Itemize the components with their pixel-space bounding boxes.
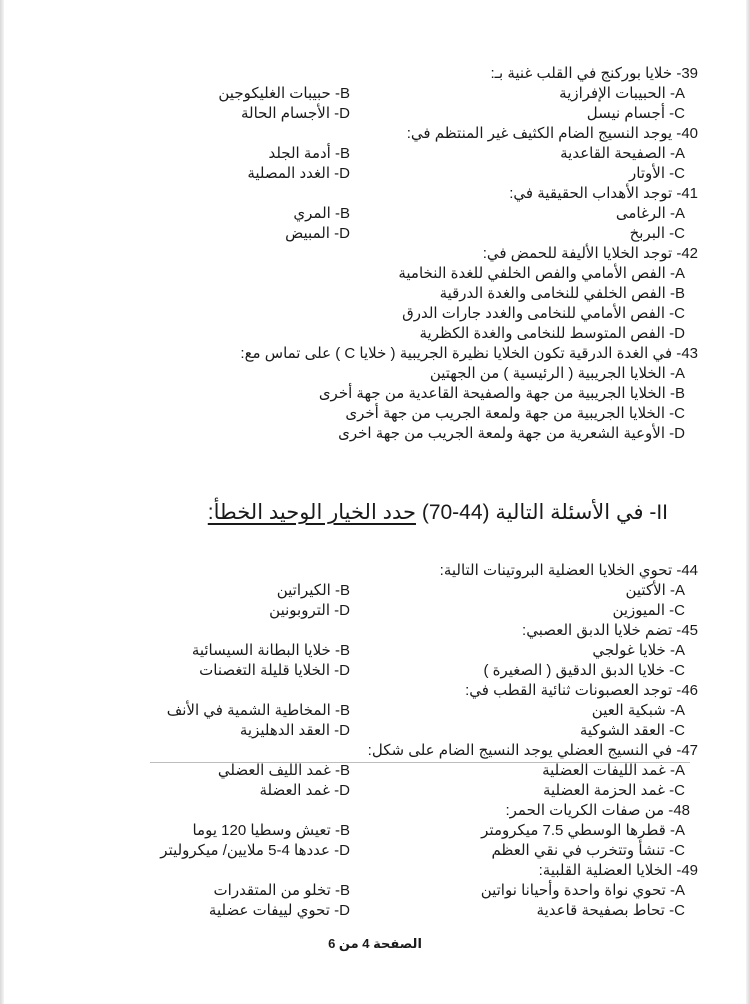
question-48-stem: 48- من صفات الكريات الحمر: xyxy=(505,802,690,819)
question-49-option-c: C- تحاط بصفيحة قاعدية xyxy=(536,902,685,919)
question-42-option-d: D- الفص المتوسط للنخامى والغدة الكظرية xyxy=(419,325,685,342)
question-41-option-a: A- الرغامى xyxy=(615,205,685,222)
question-42-option-a: A- الفص الأمامي والفص الخلفي للغدة النخامية xyxy=(398,265,685,282)
question-46-option-d: D- العقد الدهليزية xyxy=(239,722,350,739)
question-47-option-a: A- غمد الليفات العضلية xyxy=(542,762,685,779)
question-44-stem: 44- تحوي الخلايا العضلية البروتينات التالية: xyxy=(439,562,698,579)
question-39-option-d: D- الأجسام الحالة xyxy=(240,105,350,122)
question-45-option-c: C- خلايا الدبق الدقيق ( الصغيرة ) xyxy=(483,662,685,679)
question-46-option-c: C- العقد الشوكية xyxy=(579,722,685,739)
page-number: الصفحة 4 من 6 xyxy=(328,936,422,951)
question-48-option-d: D- عددها 4-5 ملايين/ ميكروليتر xyxy=(160,842,350,859)
question-41-option-b: B- المري xyxy=(293,205,350,222)
question-40-option-a: A- الصفيحة القاعدية xyxy=(560,145,685,162)
question-46-option-a: A- شبكية العين xyxy=(591,702,685,719)
question-44-option-b: B- الكيراتين xyxy=(276,582,350,599)
question-40-option-b: B- أدمة الجلد xyxy=(268,145,350,162)
question-47-stem: 47- في النسيج العضلي يوجد النسيج الضام على شكل: xyxy=(367,742,698,759)
question-44-option-c: C- الميوزين xyxy=(612,602,685,619)
question-39-option-c: C- أجسام نيسل xyxy=(586,105,685,122)
question-46-option-b: B- المخاطية الشمية في الأنف xyxy=(166,702,350,719)
question-41-option-c: C- البربخ xyxy=(629,225,685,242)
section-heading xyxy=(208,500,668,525)
question-48-option-c: C- تنشأ وتتخرب في نقي العظم xyxy=(491,842,685,859)
question-43-option-d: D- الأوعية الشعرية من جهة ولمعة الجريب من جهة اخرى xyxy=(338,425,685,442)
question-47-option-c: C- غمد الحزمة العضلية xyxy=(542,782,685,799)
question-39-stem: 39- خلايا بوركنج في القلب غنية بـ: xyxy=(490,65,698,82)
question-39-option-a: A- الحبيبات الإفرازية xyxy=(559,85,685,102)
question-45-stem: 45- تضم خلايا الدبق العصبي: xyxy=(522,622,698,639)
question-49-option-a: A- تحوي نواة واحدة وأحيانا نواتين xyxy=(480,882,685,899)
question-43-stem: 43- في الغدة الدرقية تكون الخلايا نظيرة الجريبية ( خلايا C ) على تماس مع: xyxy=(240,345,698,362)
question-40-option-c: C- الأوتار xyxy=(629,165,685,182)
question-43-option-c: C- الخلايا الجريبية من جهة ولمعة الجريب من جهة أخرى xyxy=(345,405,685,422)
question-40-stem: 40- يوجد النسيج الضام الكثيف غير المنتظم في: xyxy=(406,125,698,142)
section-heading-instruction: حدد الخيار الوحيد الخطأ: xyxy=(207,501,416,524)
question-42-option-b: B- الفص الخلفي للنخامى والغدة الدرقية xyxy=(439,285,685,302)
question-41-stem: 41- توجد الأهداب الحقيقية في: xyxy=(509,185,698,202)
question-45-option-b: B- خلايا البطانة السيسائية xyxy=(191,642,350,659)
question-42-option-c: C- الفص الأمامي للنخامى والغدد جارات الدرق xyxy=(402,305,685,322)
question-41-option-d: D- المبيض xyxy=(285,225,350,242)
question-43-option-a: A- الخلايا الجريبية ( الرئيسية ) من الجهتين xyxy=(429,365,685,382)
question-43-option-b: B- الخلايا الجريبية من جهة والصفيحة القاعدية من جهة أخرى xyxy=(318,385,685,402)
question-47-option-b: B- غمد الليف العضلي xyxy=(217,762,350,779)
question-45-option-d: D- الخلايا قليلة التغصنات xyxy=(199,662,350,679)
question-49-option-d: D- تحوي لييفات عضلية xyxy=(208,902,350,919)
question-39-option-b: B- حبيبات الغليكوجين xyxy=(218,85,350,102)
question-46-stem: 46- توجد العصبونات ثنائية القطب في: xyxy=(465,682,698,699)
question-49-stem: 49- الخلايا العضلية القلبية: xyxy=(538,862,698,879)
question-48-option-b: B- تعيش وسطيا 120 يوما xyxy=(192,822,350,839)
section-heading-prefix: II- في الأسئلة التالية (44-70) xyxy=(415,501,668,524)
question-40-option-d: D- الغدد المصلية xyxy=(247,165,350,182)
question-42-stem: 42- توجد الخلايا الأليفة للحمض في: xyxy=(482,245,698,262)
question-49-option-b: B- تخلو من المتقدرات xyxy=(213,882,350,899)
question-47-option-d: D- غمد العضلة xyxy=(259,782,350,799)
question-44-option-a: A- الأكتين xyxy=(625,582,685,599)
question-45-option-a: A- خلايا غولجي xyxy=(592,642,685,659)
question-44-option-d: D- التروبونين xyxy=(269,602,350,619)
question-48-option-a: A- قطرها الوسطي 7.5 ميكرومتر xyxy=(481,822,685,839)
